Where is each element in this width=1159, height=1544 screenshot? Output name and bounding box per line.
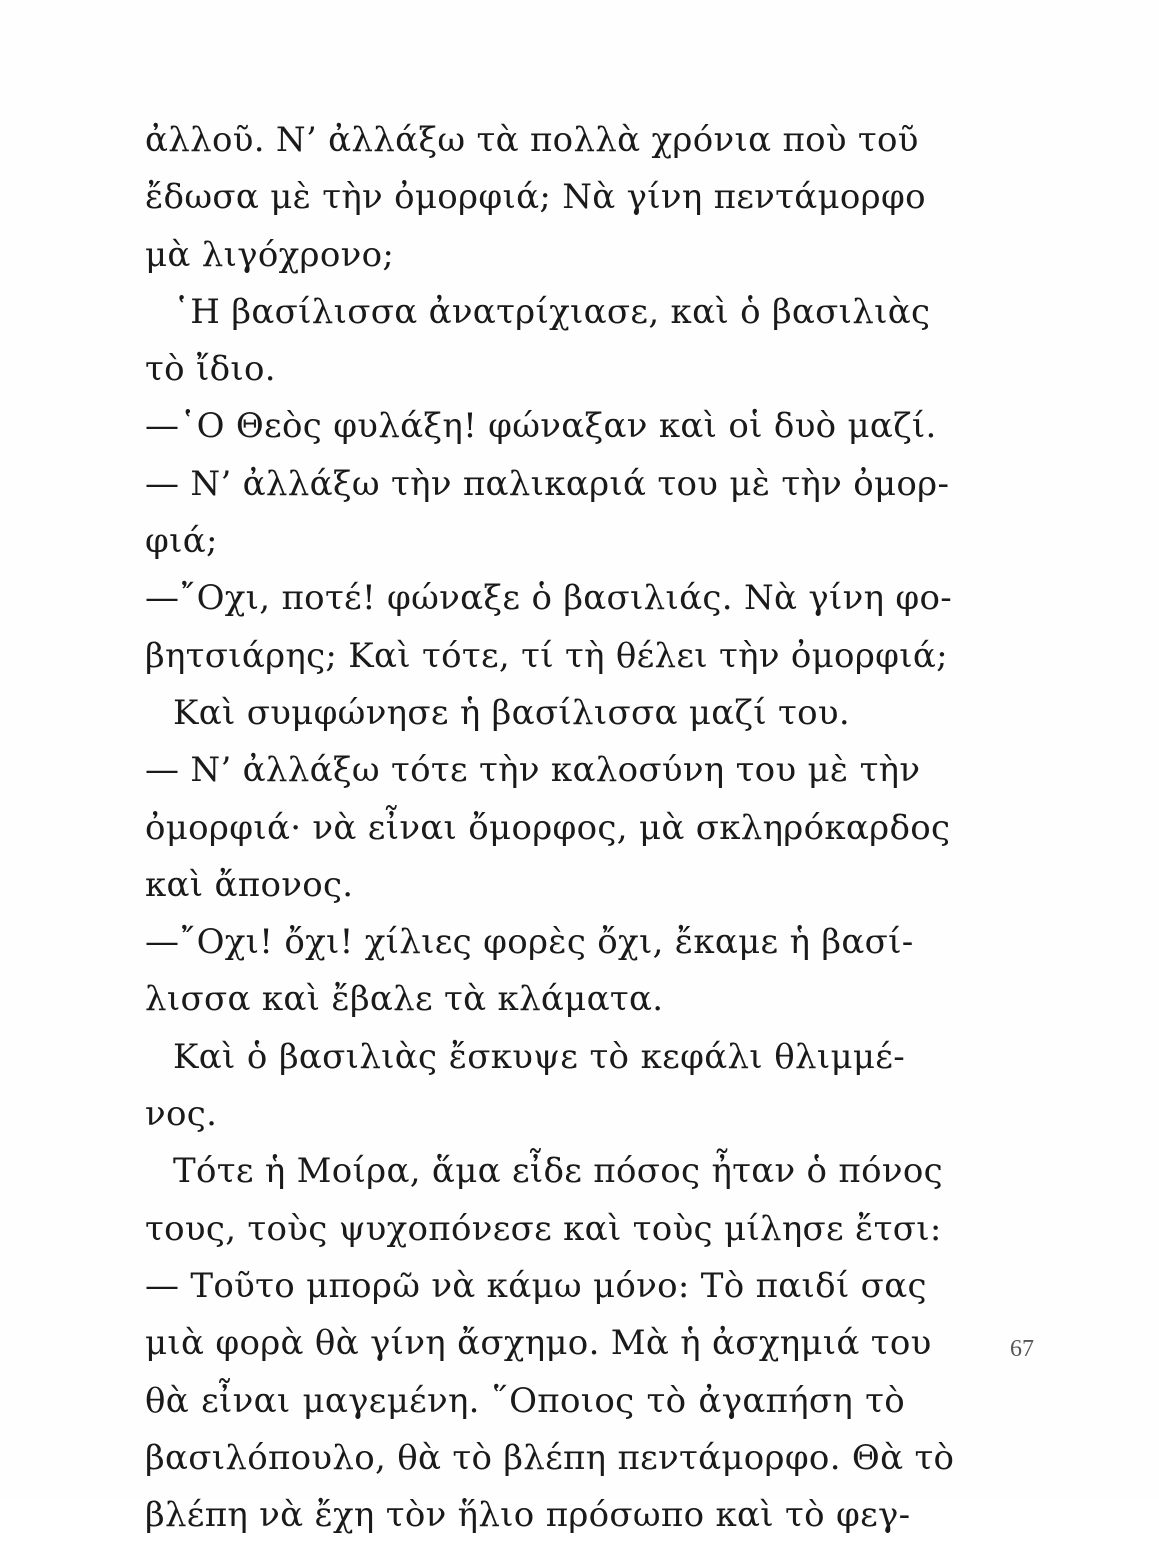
text-line: βασιλόπουλο, θὰ τὸ βλέπη πεντάμορφο. Θὰ τὸ: [145, 1437, 955, 1478]
text-line: —῎Οχι, ποτέ! φώναξε ὁ βασιλιάς. Νὰ γίνη φο-: [145, 578, 953, 619]
text-line: καὶ ἄπονος.: [145, 864, 354, 905]
text-line: ῾Η βασίλισσα ἀνατρίχιασε, καὶ ὁ βασιλιὰς: [173, 291, 931, 332]
text-line: μιὰ φορὰ θὰ γίνη ἄσχημο. Μὰ ἡ ἀσχημιά του: [145, 1323, 932, 1364]
text-line: θὰ εἶναι μαγεμένη. ῞Οποιος τὸ ἀγαπήση τὸ: [145, 1380, 905, 1421]
text-line: Καὶ συμφώνησε ἡ βασίλισσα μαζί του.: [173, 692, 850, 733]
text-line: ἀλλοῦ. Ν’ ἀλλάξω τὰ πολλὰ χρόνια ποὺ τοῦ: [145, 120, 919, 160]
text-line: — Τοῦτο μπορῶ νὰ κάμω μόνο: Τὸ παιδί σας: [145, 1265, 927, 1306]
text-line: βλέπη νὰ ἔχη τὸν ἥλιο πρόσωπο καὶ τὸ φεγ-: [145, 1495, 911, 1536]
text-line: μὰ λιγόχρονο;: [145, 234, 395, 275]
text-line: βητσιάρης; Καὶ τότε, τί τὴ θέλει τὴν ὀμορφιά;: [145, 635, 948, 676]
text-line: Τότε ἡ Μοίρα, ἅμα εἶδε πόσος ἦταν ὁ πόνος: [173, 1151, 943, 1192]
text-line: Καὶ ὁ βασιλιὰς ἔσκυψε τὸ κεφάλι θλιμμέ-: [173, 1036, 905, 1077]
text-line: —῾Ο Θεὸς φυλάξη! φώναξαν καὶ οἱ δυὸ μαζί.: [145, 406, 937, 447]
text-line: λισσα καὶ ἔβαλε τὰ κλάματα.: [145, 979, 664, 1020]
text-line: τους, τοὺς ψυχοπόνεσε καὶ τοὺς μίλησε ἔτσι:: [145, 1208, 942, 1249]
text-line: τὸ ἴδιο.: [145, 349, 276, 390]
text-line: — Ν’ ἀλλάξω τότε τὴν καλοσύνη του μὲ τὴν: [145, 750, 921, 791]
text-line: νος.: [145, 1094, 218, 1135]
text-line: φιά;: [145, 521, 218, 562]
text-line: ὀμορφιά· νὰ εἶναι ὄμορφος, μὰ σκληρόκαρδος: [145, 807, 951, 848]
body-text: [145, 112, 955, 1544]
text-line: —῎Οχι! ὄχι! χίλιες φορὲς ὄχι, ἔκαμε ἡ βασί-: [145, 922, 914, 963]
page-number: 67: [1010, 1336, 1034, 1362]
text-line: — Ν’ ἀλλάξω τὴν παλικαριά του μὲ τὴν ὀμορ-: [145, 463, 950, 504]
text-line: ἔδωσα μὲ τὴν ὀμορφιά; Νὰ γίνη πεντάμορφο: [145, 177, 926, 218]
